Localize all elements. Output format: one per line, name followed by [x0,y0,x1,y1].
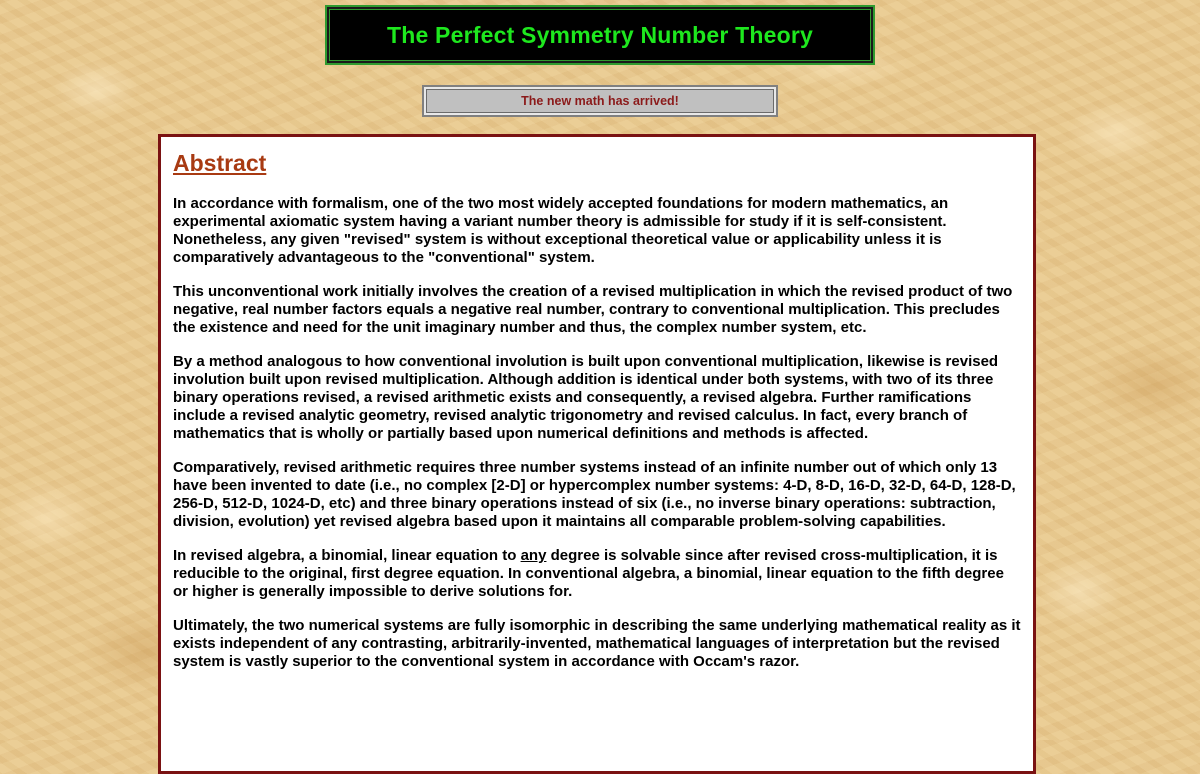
abstract-paragraph-5 [173,547,1021,601]
abstract-paragraph-6: Ultimately, the two numerical systems are fully isomorphic in describing the same underlying mathematical reality as it exists independent of any contrasting, arbitrarily-invented, mathematical languages of interpretation but the revised system is vastly superior to the conventional system in accordance with Occam's razor. [173,617,1021,670]
abstract-paragraph-3: By a method analogous to how conventional involution is built upon conventional multiplication, likewise is revised involution built upon revised multiplication. Although addition is identical under both systems, with two of its three binary operations revised, a revised arithmetic exists and consequently, a revised algebra. Further ramifications include a revised analytic geometry, revised analytic trigonometry and revised calculus. In fact, every branch of mathematics that is wholly or partially based upon numerical definitions and methods is affected. [173,353,999,442]
site-title: The Perfect Symmetry Number Theory [386,21,814,48]
subtitle-banner [422,85,778,117]
binomial-text-after: degree is solvable since after revised cross-multiplication, it is reducible to the original, first degree equation. In conventional algebra, a binomial, linear equation to the fifth degree or higher is generally impossible to derive solutions for. [173,547,1004,600]
abstract-paragraph-2: This unconventional work initially involves the creation of a revised multiplication in which the revised product of two negative, real number factors equals a negative real number, contrary to conventional multiplication. This precludes the existence and need for the unit imaginary number and thus, the complex number system, etc. [173,283,1013,336]
site-title-banner [325,5,875,65]
emphasis-any: any [520,547,547,564]
abstract-paragraph-1: In accordance with formalism, one of the two most widely accepted foundations for modern mathematics, an experimental axiomatic system having a variant number theory is admissible for study if it is self-consistent. Nonetheless, any given "revised" system is without exceptional theoretical value or applicability unless it is comparatively advantageous to the "conventional" system. [173,195,949,266]
abstract-paragraph-4: Comparatively, revised arithmetic requires three number systems instead of an infinite number out of which only 13 have been invented to date (i.e., no complex [2-D] or hypercomplex number systems: 4-D, 8-D, 16-D, 32-D, 64-D, 128-D, 256-D, 512-D, 1024-D, etc) and three binary operations instead of six (i.e., no inverse binary operations: subtraction, division, evolution) yet revised algebra based upon it maintains all comparable problem-solving capabilities. [173,459,1016,530]
binomial-text-before: In revised algebra, a binomial, linear equation to [173,547,521,564]
subtitle: The new math has arrived! [521,94,679,108]
abstract-panel [158,134,1036,774]
abstract-heading: Abstract [173,150,267,176]
